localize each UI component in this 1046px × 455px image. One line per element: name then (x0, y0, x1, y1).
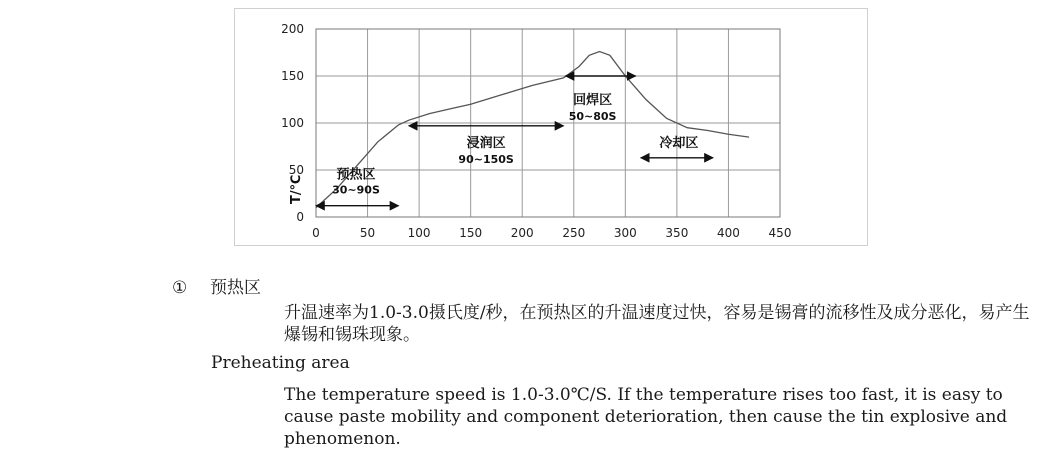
x-tick-label: 0 (312, 226, 320, 240)
section-title-en: Preheating area (211, 353, 350, 373)
x-tick-label: 400 (716, 226, 740, 240)
zone-time-label: 50~80S (568, 110, 617, 123)
section-title-cn: 预热区 (210, 278, 261, 298)
x-tick-label: 450 (768, 226, 792, 240)
y-tick-label: 200 (281, 22, 304, 36)
x-tick-label: 350 (665, 226, 689, 240)
x-tick-label: 50 (359, 226, 376, 240)
tick-labels (281, 22, 791, 240)
zone-annotations (316, 76, 713, 206)
x-tick-label: 300 (613, 226, 637, 240)
zone-time-label: 90~150S (458, 152, 514, 166)
reflow-profile-chart (234, 8, 868, 246)
section-description-cn: 升温速率为1.0-3.0摄氏度/秒，在预热区的升温速度过快，容易是锡膏的流移性及成分恶化，易产生爆锡和锡珠现象。 (284, 303, 1030, 345)
zone-name-label: 回焊区 (573, 93, 613, 108)
zone-name-label: 冷却区 (659, 135, 699, 151)
temperature-curve (316, 52, 749, 208)
y-tick-label: 0 (296, 210, 304, 224)
zone-time-label: 30~90S (332, 183, 380, 197)
y-tick-label: 50 (288, 163, 304, 177)
section-number: ① (172, 278, 188, 298)
x-tick-label: 100 (407, 226, 431, 240)
x-tick-label: 200 (510, 226, 534, 240)
y-axis-label: T/℃ (289, 174, 304, 204)
section-description-en: The temperature speed is 1.0-3.0℃/S. If the temperature rises too fast, it is easy to cause paste mobility and component deterioration, then cause the tin explosive and phenomenon. (284, 385, 1008, 449)
x-tick-label: 250 (562, 226, 586, 240)
zone-name-label: 预热区 (336, 167, 376, 183)
series-layer (316, 52, 749, 208)
x-tick-label: 150 (459, 226, 483, 240)
y-tick-label: 100 (281, 116, 304, 130)
zone-name-label: 浸润区 (466, 135, 506, 151)
y-tick-label: 150 (281, 69, 304, 83)
grid-layer (316, 29, 780, 217)
section-heading-cn (172, 273, 261, 298)
